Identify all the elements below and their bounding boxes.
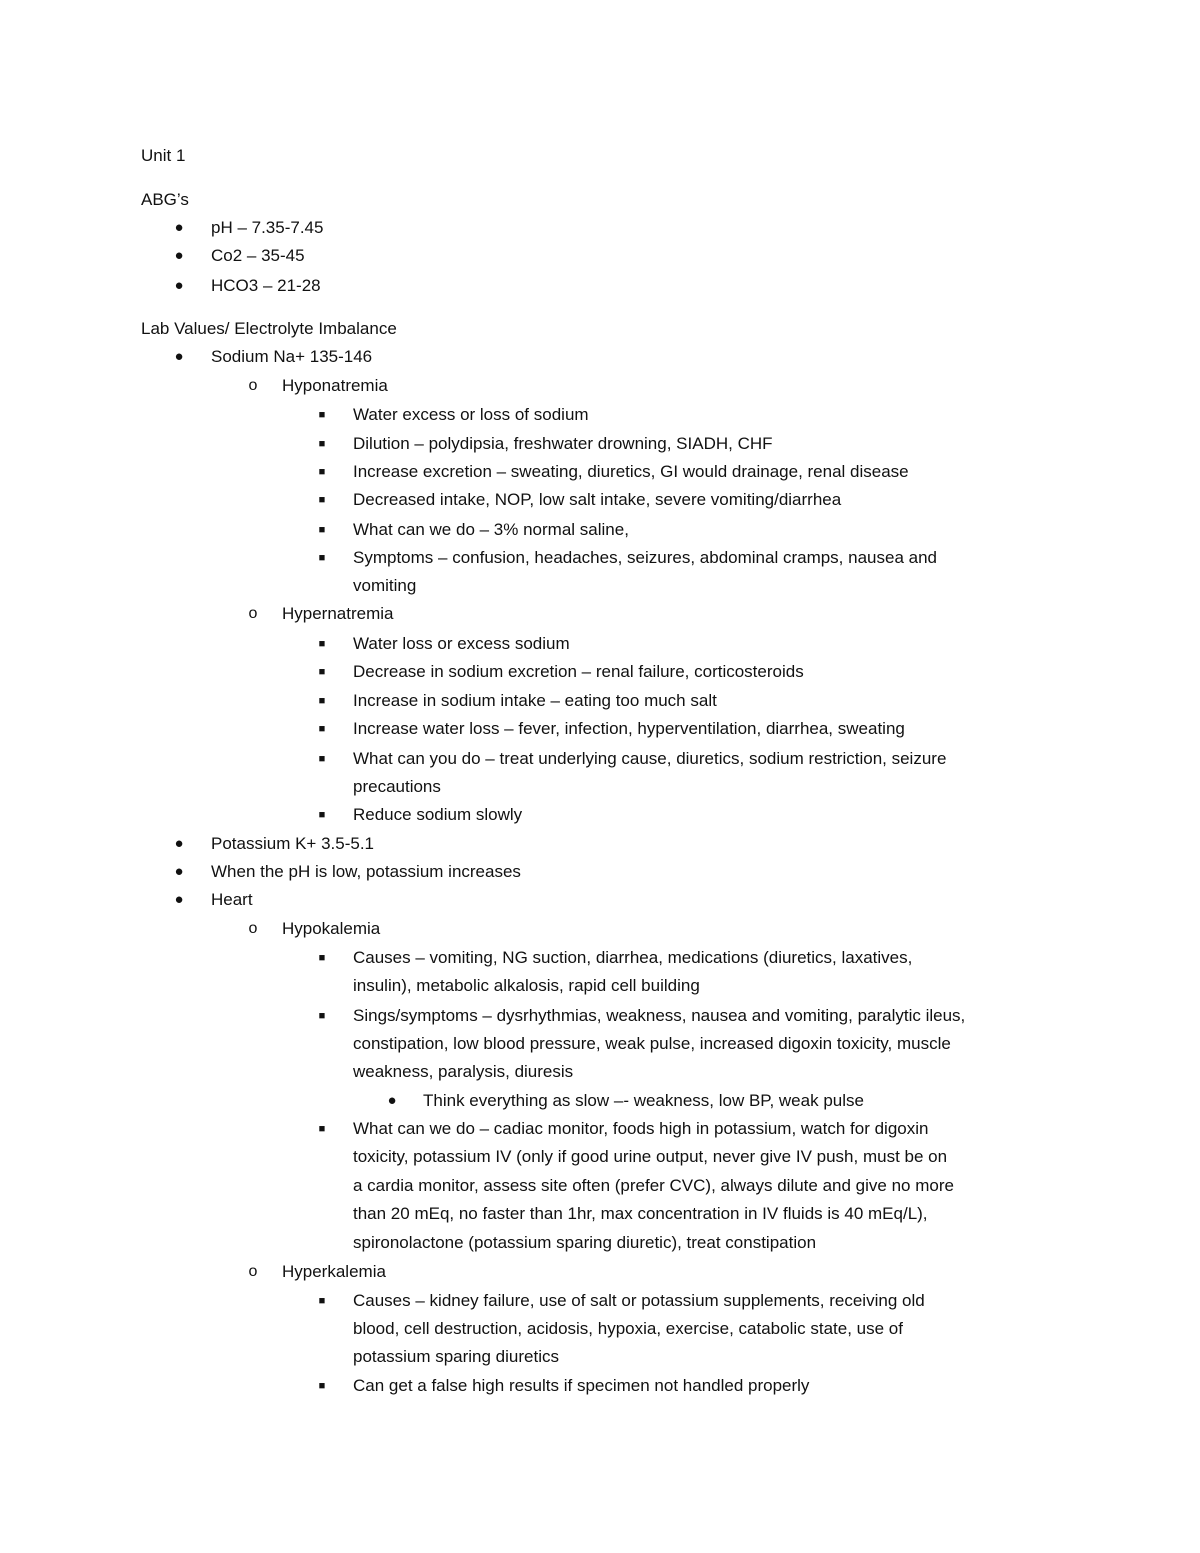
list-item: What can you do – treat underlying cause, diuretics, sodium restriction, seizure bbox=[353, 749, 947, 768]
circle-bullet-icon: o bbox=[248, 1263, 258, 1280]
list-item: HCO3 – 21-28 bbox=[211, 276, 321, 295]
square-bullet-icon: ■ bbox=[318, 809, 326, 821]
bullet-icon: ● bbox=[174, 277, 184, 294]
circle-bullet-icon: o bbox=[248, 605, 258, 622]
list-item: Dilution – polydipsia, freshwater drowning, SIADH, CHF bbox=[353, 434, 773, 453]
list-item-heart: Heart bbox=[211, 890, 253, 909]
list-item-hyponatremia: Hyponatremia bbox=[282, 376, 388, 395]
list-item: Water excess or loss of sodium bbox=[353, 405, 589, 424]
list-item-sodium: Sodium Na+ 135-146 bbox=[211, 347, 373, 366]
list-item: pH – 7.35-7.45 bbox=[211, 218, 324, 237]
list-item-continuation: blood, cell destruction, acidosis, hypoxia, exercise, catabolic state, use of bbox=[353, 1319, 903, 1338]
bullet-icon: ● bbox=[387, 1092, 397, 1109]
list-item: Sings/symptoms – dysrhythmias, weakness, nausea and vomiting, paralytic ileus, bbox=[353, 1006, 966, 1025]
list-item: Can get a false high results if specimen not handled properly bbox=[353, 1376, 810, 1395]
square-bullet-icon: ■ bbox=[318, 695, 326, 707]
lab-values-heading: Lab Values/ Electrolyte Imbalance bbox=[141, 319, 397, 338]
list-item-continuation: precautions bbox=[353, 777, 441, 796]
square-bullet-icon: ■ bbox=[318, 666, 326, 678]
list-item: Think everything as slow –- weakness, low BP, weak pulse bbox=[423, 1091, 864, 1110]
bullet-icon: ● bbox=[174, 219, 184, 236]
list-item: Increase excretion – sweating, diuretics, GI would drainage, renal disease bbox=[353, 462, 909, 481]
abg-heading: ABG’s bbox=[141, 190, 189, 209]
bullet-icon: ● bbox=[174, 863, 184, 880]
list-item: What can we do – cadiac monitor, foods high in potassium, watch for digoxin bbox=[353, 1119, 929, 1138]
list-item: Reduce sodium slowly bbox=[353, 805, 523, 824]
square-bullet-icon: ■ bbox=[318, 466, 326, 478]
square-bullet-icon: ■ bbox=[318, 1295, 326, 1307]
circle-bullet-icon: o bbox=[248, 920, 258, 937]
square-bullet-icon: ■ bbox=[318, 409, 326, 421]
list-item-ph-note: When the pH is low, potassium increases bbox=[211, 862, 521, 881]
list-item-continuation: than 20 mEq, no faster than 1hr, max concentration in IV fluids is 40 mEq/L), bbox=[353, 1204, 928, 1223]
list-item-hypokalemia: Hypokalemia bbox=[282, 919, 381, 938]
list-item-continuation: insulin), metabolic alkalosis, rapid cell building bbox=[353, 976, 700, 995]
square-bullet-icon: ■ bbox=[318, 524, 326, 536]
circle-bullet-icon: o bbox=[248, 377, 258, 394]
square-bullet-icon: ■ bbox=[318, 1123, 326, 1135]
list-item: Co2 – 35-45 bbox=[211, 246, 305, 265]
square-bullet-icon: ■ bbox=[318, 638, 326, 650]
list-item-continuation: spironolactone (potassium sparing diuretic), treat constipation bbox=[353, 1233, 817, 1252]
bullet-icon: ● bbox=[174, 348, 184, 365]
list-item-continuation: vomiting bbox=[353, 576, 417, 595]
square-bullet-icon: ■ bbox=[318, 952, 326, 964]
square-bullet-icon: ■ bbox=[318, 494, 326, 506]
list-item-hyperkalemia: Hyperkalemia bbox=[282, 1262, 386, 1281]
square-bullet-icon: ■ bbox=[318, 1380, 326, 1392]
list-item: Causes – vomiting, NG suction, diarrhea, medications (diuretics, laxatives, bbox=[353, 948, 913, 967]
list-item: Decrease in sodium excretion – renal failure, corticosteroids bbox=[353, 662, 804, 681]
list-item-continuation: weakness, paralysis, diuresis bbox=[353, 1062, 574, 1081]
list-item: Water loss or excess sodium bbox=[353, 634, 570, 653]
list-item-continuation: potassium sparing diuretics bbox=[353, 1347, 559, 1366]
list-item: Increase water loss – fever, infection, hyperventilation, diarrhea, sweating bbox=[353, 719, 905, 738]
square-bullet-icon: ■ bbox=[318, 552, 326, 564]
list-item: Decreased intake, NOP, low salt intake, severe vomiting/diarrhea bbox=[353, 490, 842, 509]
list-item: Increase in sodium intake – eating too much salt bbox=[353, 691, 717, 710]
list-item: Symptoms – confusion, headaches, seizures, abdominal cramps, nausea and bbox=[353, 548, 937, 567]
square-bullet-icon: ■ bbox=[318, 1010, 326, 1022]
bullet-icon: ● bbox=[174, 835, 184, 852]
bullet-icon: ● bbox=[174, 247, 184, 264]
page-title: Unit 1 bbox=[141, 146, 186, 165]
square-bullet-icon: ■ bbox=[318, 753, 326, 765]
list-item: What can we do – 3% normal saline, bbox=[353, 520, 629, 539]
bullet-icon: ● bbox=[174, 891, 184, 908]
list-item: Causes – kidney failure, use of salt or potassium supplements, receiving old bbox=[353, 1291, 925, 1310]
square-bullet-icon: ■ bbox=[318, 438, 326, 450]
list-item-continuation: toxicity, potassium IV (only if good urine output, never give IV push, must be on bbox=[353, 1147, 948, 1166]
list-item-continuation: a cardia monitor, assess site often (prefer CVC), always dilute and give no more bbox=[353, 1176, 954, 1195]
square-bullet-icon: ■ bbox=[318, 723, 326, 735]
list-item-hypernatremia: Hypernatremia bbox=[282, 604, 394, 623]
list-item-continuation: constipation, low blood pressure, weak pulse, increased digoxin toxicity, muscle bbox=[353, 1034, 951, 1053]
list-item-potassium: Potassium K+ 3.5-5.1 bbox=[211, 834, 375, 853]
